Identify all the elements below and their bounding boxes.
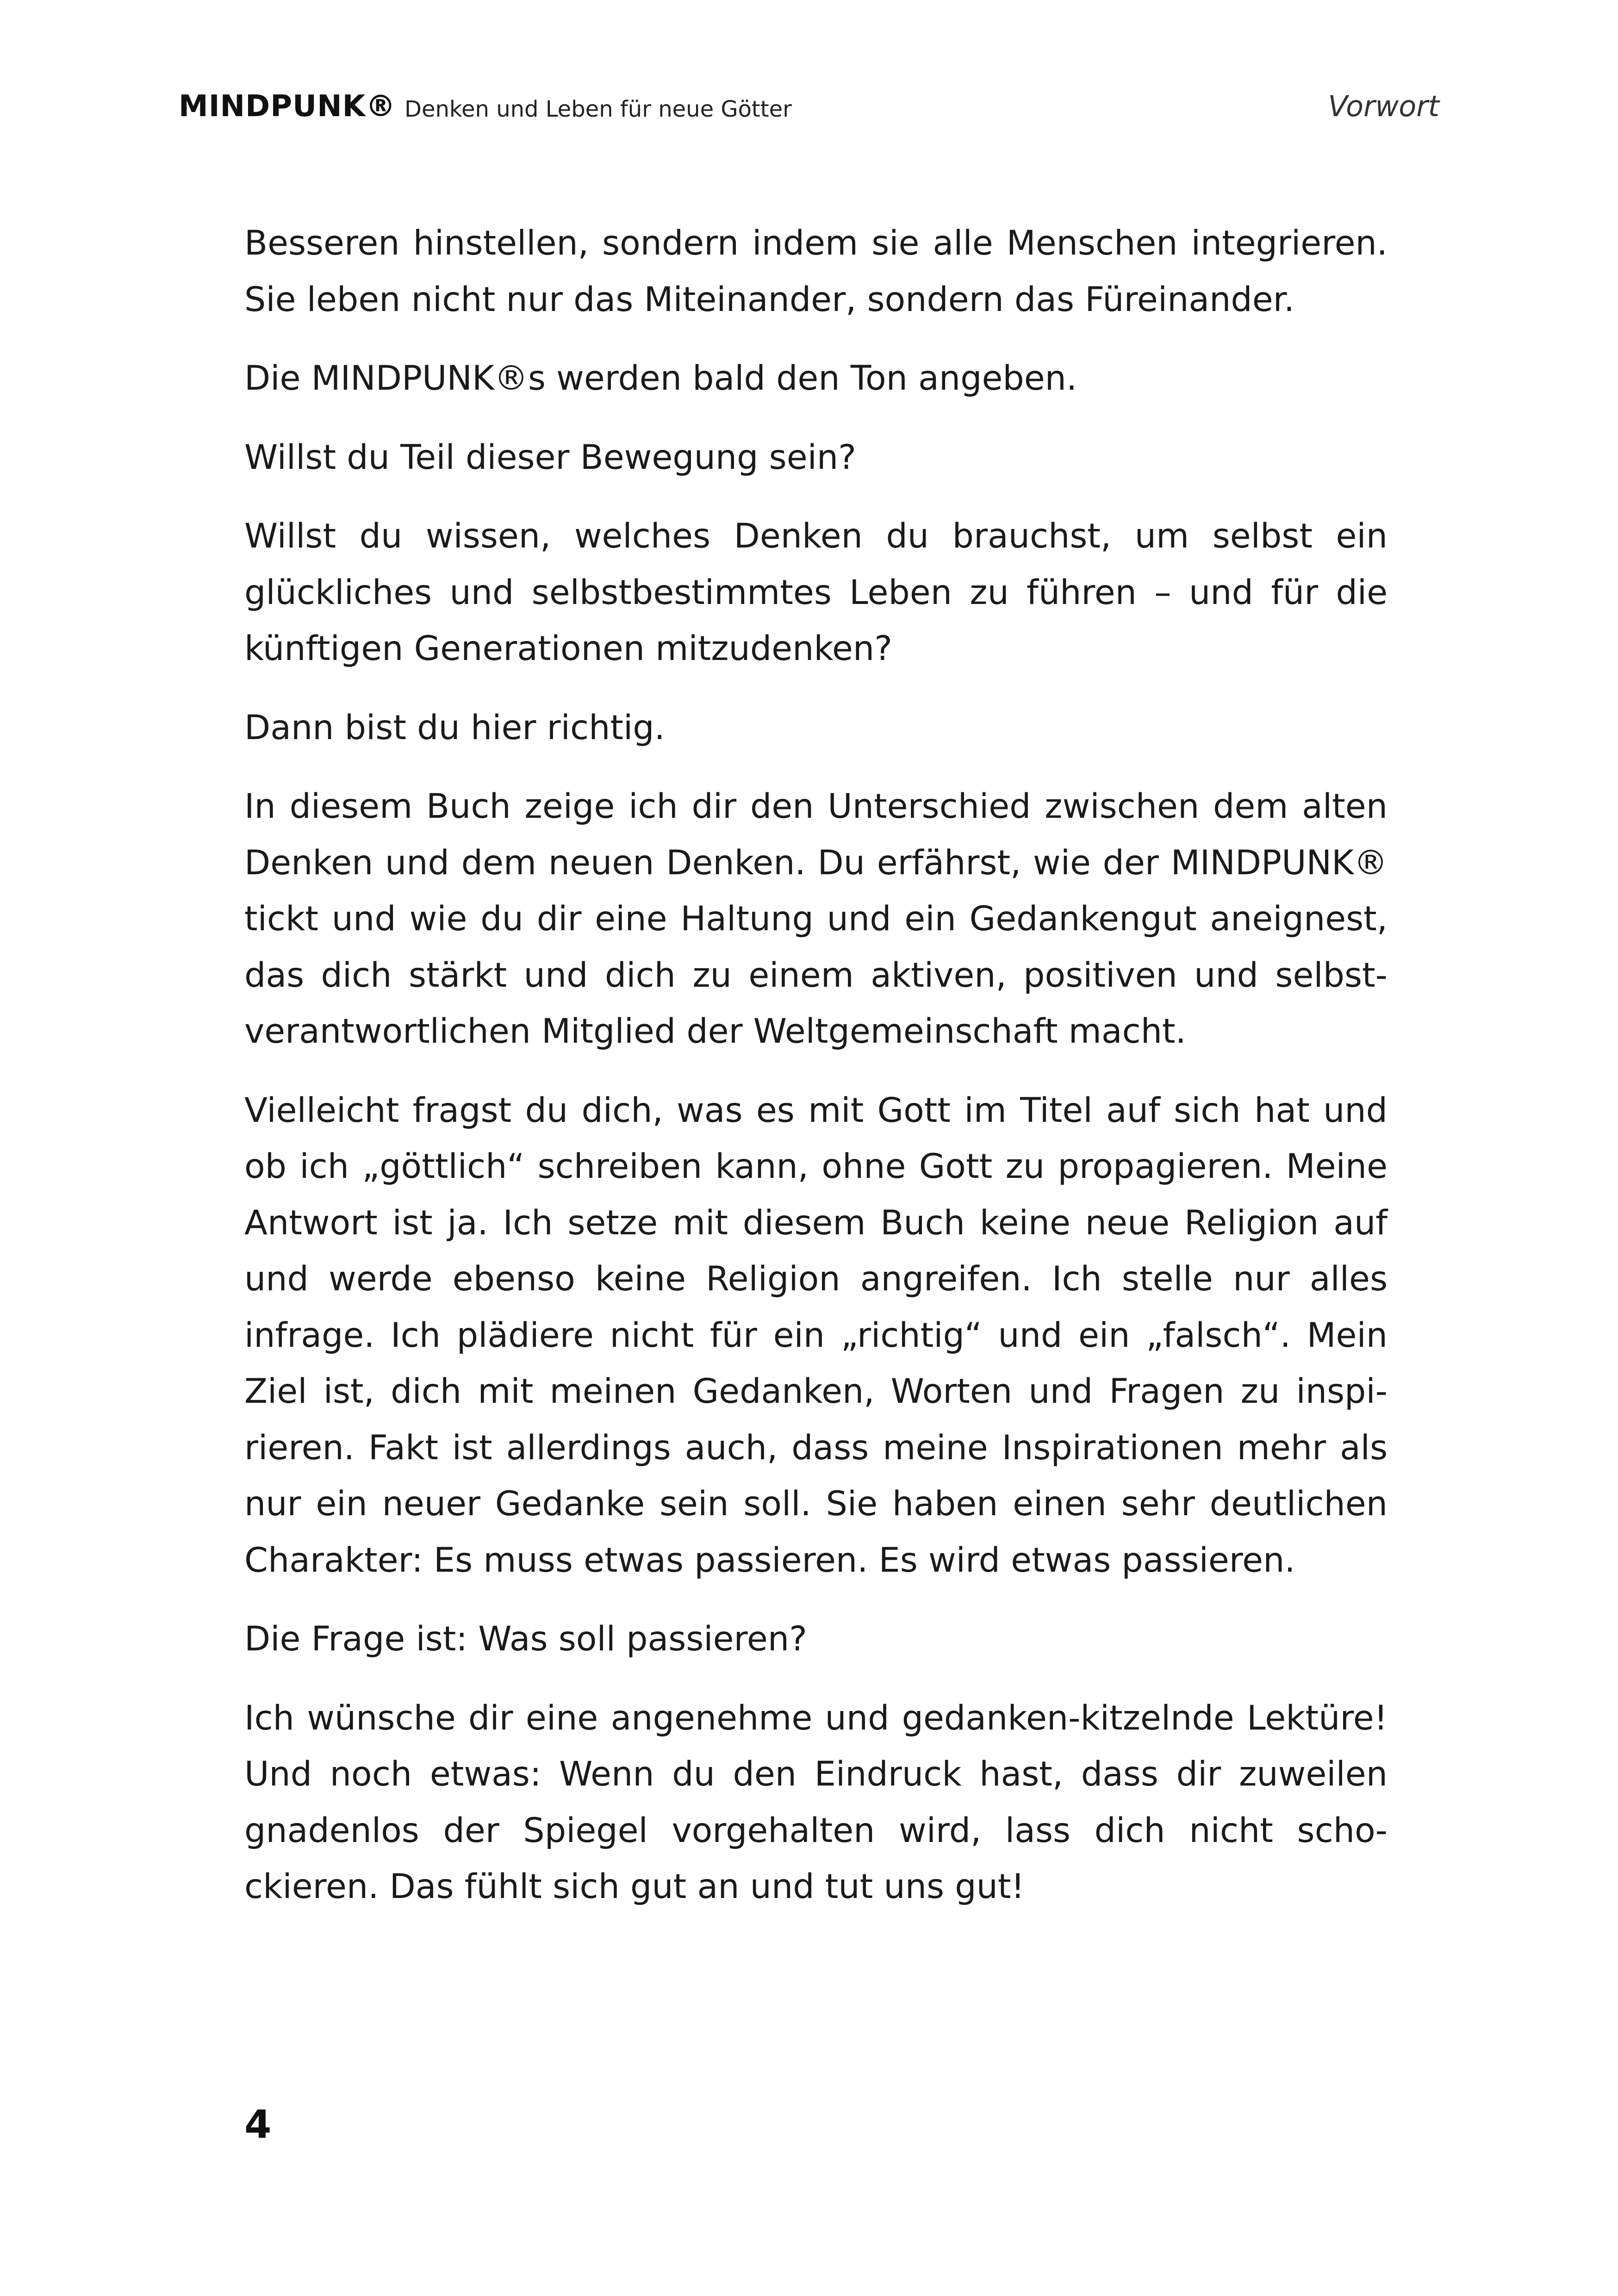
paragraph: Die MINDPUNK®s werden bald den Ton angeben. xyxy=(244,359,1077,398)
book-subtitle: Denken und Leben für neue Götter xyxy=(404,96,792,122)
paragraph: Willst du Teil dieser Bewegung sein? xyxy=(244,437,856,477)
paragraph: Willst du wissen, welches Denken du brauchst, um selbst ein glückliches und selbstbestimmtes Leben zu führen – und für die künftigen Generationen mitzudenken? xyxy=(244,516,1388,668)
paragraph: Die Frage ist: Was soll passieren? xyxy=(244,1619,807,1659)
paragraph: Besseren hinstellen, sondern indem sie alle Menschen integrieren. Sie leben nicht nur das Miteinander, sondern das Füreinander. xyxy=(244,224,1388,319)
body-text xyxy=(244,215,1388,1938)
page-number: 4 xyxy=(244,2102,272,2147)
running-header xyxy=(179,83,1439,134)
brand-name: MINDPUNK® xyxy=(179,89,396,124)
paragraph: Vielleicht fragst du dich, was es mit Gott im Titel auf sich hat und ob ich „göttlich“ schreiben kann, ohne Gott zu propagieren. Meine Antwort ist ja. Ich setze mit diesem Buch keine neue Religion auf und werde ebenso keine Religion angreifen. Ich stelle nur alles infrage. Ich plädiere nicht für ein „richtig“ und ein „falsch“. Mein Ziel ist, dich mit meinen Gedanken, Worten und Fragen zu inspirieren. Fakt ist allerdings auch, dass meine Inspirationen mehr als nur ein neuer Gedanke sein soll. Sie haben einen sehr deutlichen Charakter: Es muss etwas passieren. Es wird etwas passieren. xyxy=(244,1090,1388,1580)
section-title: Vorwort xyxy=(1328,89,1439,123)
paragraph: Ich wünsche dir eine angenehme und gedanken-kitzelnde Lektüre! Und noch etwas: Wenn du den Eindruck hast, dass dir zuweilen gnadenlos der Spiegel vorgehalten wird, lass dich nicht schockieren. Das fühlt sich gut an und tut uns gut! xyxy=(244,1698,1388,1906)
paragraph: Dann bist du hier richtig. xyxy=(244,708,665,747)
paragraph: In diesem Buch zeige ich dir den Unterschied zwischen dem alten Denken und dem neuen Denken. Du erfährst, wie der MINDPUNK® tickt und wie du dir eine Haltung und ein Gedankengut aneignest, das dich stärkt und dich zu einem aktiven, positiven und selbstverantwortlichen Mitglied der Weltgemeinschaft macht. xyxy=(244,787,1388,1051)
